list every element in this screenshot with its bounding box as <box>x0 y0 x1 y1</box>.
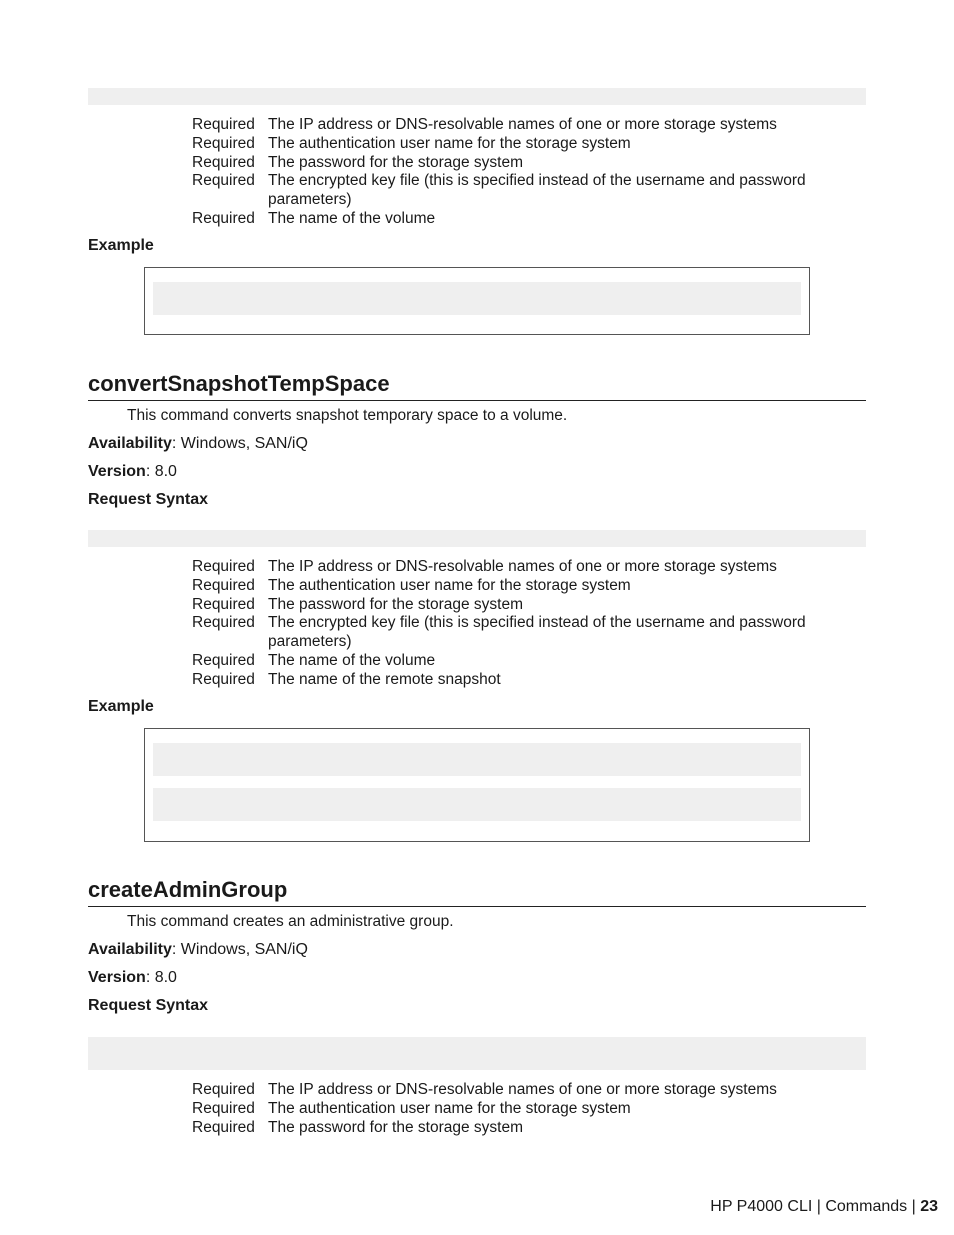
example-code-line <box>153 743 801 776</box>
command-title: convertSnapshotTempSpace <box>88 371 390 396</box>
param-required: Required <box>192 154 255 171</box>
example-box <box>144 728 810 842</box>
availability-line <box>88 435 308 453</box>
param-description: The password for the storage system <box>268 1119 524 1136</box>
title-rule <box>88 906 866 907</box>
version-line <box>88 463 177 481</box>
param-description: The password for the storage system <box>268 596 524 613</box>
param-description: The password for the storage system <box>268 154 524 171</box>
version-label: Version <box>88 969 146 986</box>
param-description: The authentication user name for the storage system <box>268 135 631 152</box>
request-syntax-label: Request Syntax <box>88 997 209 1014</box>
footer-text: HP P4000 CLI | Commands | <box>710 1198 916 1215</box>
param-required: Required <box>192 1081 255 1098</box>
example-label: Example <box>88 237 154 254</box>
command-intro: This command converts snapshot temporary space to a volume. <box>127 407 568 424</box>
param-required: Required <box>192 116 255 133</box>
param-required: Required <box>192 577 255 594</box>
param-required: Required <box>192 614 255 631</box>
param-required: Required <box>192 1100 255 1117</box>
param-description: The encrypted key file (this is specified instead of the username and password parameters) <box>268 614 806 650</box>
command-title: createAdminGroup <box>88 877 288 902</box>
param-required: Required <box>192 135 255 152</box>
param-required: Required <box>192 671 255 688</box>
page-number: 23 <box>920 1198 938 1215</box>
version-value: : 8.0 <box>145 969 177 986</box>
param-required: Required <box>192 558 255 575</box>
param-description: The name of the volume <box>268 652 436 669</box>
syntax-code-block <box>88 1037 866 1070</box>
availability-value: : Windows, SAN/iQ <box>171 435 308 452</box>
param-description: The IP address or DNS-resolvable names of one or more storage systems <box>268 116 777 133</box>
param-description: The encrypted key file (this is specified instead of the username and password parameters) <box>268 172 806 208</box>
param-description: The authentication user name for the storage system <box>268 577 631 594</box>
command-intro: This command creates an administrative group. <box>127 913 454 930</box>
availability-label: Availability <box>88 941 172 958</box>
title-rule <box>88 400 866 401</box>
availability-label: Availability <box>88 435 172 452</box>
param-description: The IP address or DNS-resolvable names of one or more storage systems <box>268 1081 777 1098</box>
availability-line <box>88 941 308 959</box>
example-code-line <box>153 788 801 821</box>
availability-value: : Windows, SAN/iQ <box>171 941 308 958</box>
param-required: Required <box>192 172 255 189</box>
param-required: Required <box>192 1119 255 1136</box>
example-label: Example <box>88 698 154 715</box>
example-box <box>144 267 810 335</box>
request-syntax-label: Request Syntax <box>88 491 209 508</box>
param-description: The name of the remote snapshot <box>268 671 501 688</box>
param-required: Required <box>192 652 255 669</box>
version-line <box>88 969 177 987</box>
page-footer <box>710 1198 938 1216</box>
version-label: Version <box>88 463 146 480</box>
syntax-code-block <box>88 530 866 547</box>
param-required: Required <box>192 596 255 613</box>
example-code-line <box>153 282 801 315</box>
param-description: The IP address or DNS-resolvable names of one or more storage systems <box>268 558 777 575</box>
param-required: Required <box>192 210 255 227</box>
param-description: The authentication user name for the storage system <box>268 1100 631 1117</box>
version-value: : 8.0 <box>145 463 177 480</box>
param-description: The name of the volume <box>268 210 436 227</box>
syntax-code-block <box>88 88 866 105</box>
